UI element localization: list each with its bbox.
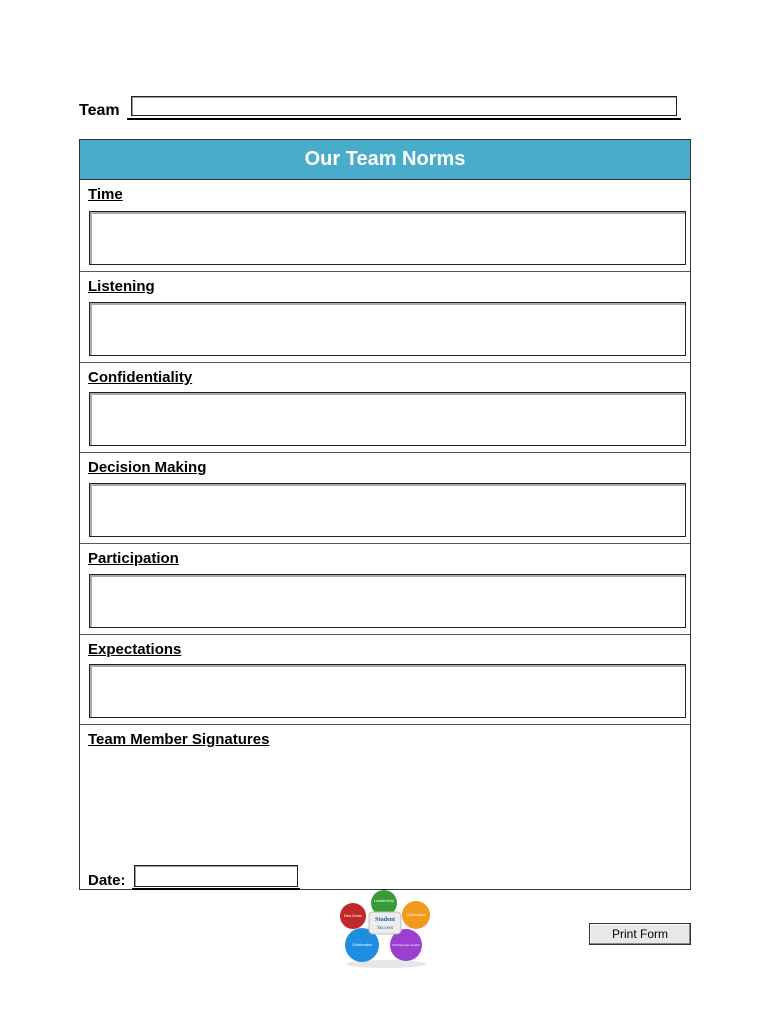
section-label-expectations: Expectations	[88, 641, 182, 658]
date-underline	[132, 888, 300, 890]
logo-center-line-1: Student	[374, 917, 396, 923]
section-label-time: Time	[88, 186, 123, 203]
section-participation	[80, 544, 690, 635]
date-input[interactable]	[134, 865, 298, 887]
time-field[interactable]	[89, 211, 686, 265]
team-label: Team	[79, 102, 120, 119]
section-confidentiality	[80, 363, 690, 453]
logo-petal-label-data-driven: Data Driven	[343, 914, 363, 918]
date-label: Date:	[88, 872, 126, 889]
participation-field[interactable]	[89, 574, 686, 628]
form-title: Our Team Norms	[80, 140, 690, 180]
section-label-decision-making: Decision Making	[88, 459, 207, 476]
section-time	[80, 180, 690, 272]
logo-petal-label-curriculum: Curriculum	[406, 912, 426, 917]
section-label-listening: Listening	[88, 278, 155, 295]
logo-center-line-2: Success	[377, 926, 393, 931]
team-norms-form	[79, 139, 691, 890]
section-signatures	[80, 725, 690, 895]
section-label-participation: Participation	[88, 550, 179, 567]
section-listening	[80, 272, 690, 363]
confidentiality-field[interactable]	[89, 392, 686, 446]
logo-petal-label-collaboration: Collaboration	[351, 943, 373, 947]
logo-petal-label-leadership: Leadership	[374, 898, 394, 903]
listening-field[interactable]	[89, 302, 686, 356]
team-row	[79, 96, 683, 124]
team-name-input[interactable]	[131, 96, 677, 116]
puzzle-flower-logo-icon	[336, 890, 436, 968]
expectations-field[interactable]	[89, 664, 686, 718]
section-expectations	[80, 635, 690, 725]
signatures-label: Team Member Signatures	[88, 731, 270, 748]
logo-petal-label-professional-growth: Professional Growth	[392, 943, 420, 947]
section-label-confidentiality: Confidentiality	[88, 369, 193, 386]
team-underline	[127, 118, 681, 120]
section-decision-making	[80, 453, 690, 544]
decision-making-field[interactable]	[89, 483, 686, 537]
print-form-button[interactable]: Print Form	[589, 923, 691, 945]
